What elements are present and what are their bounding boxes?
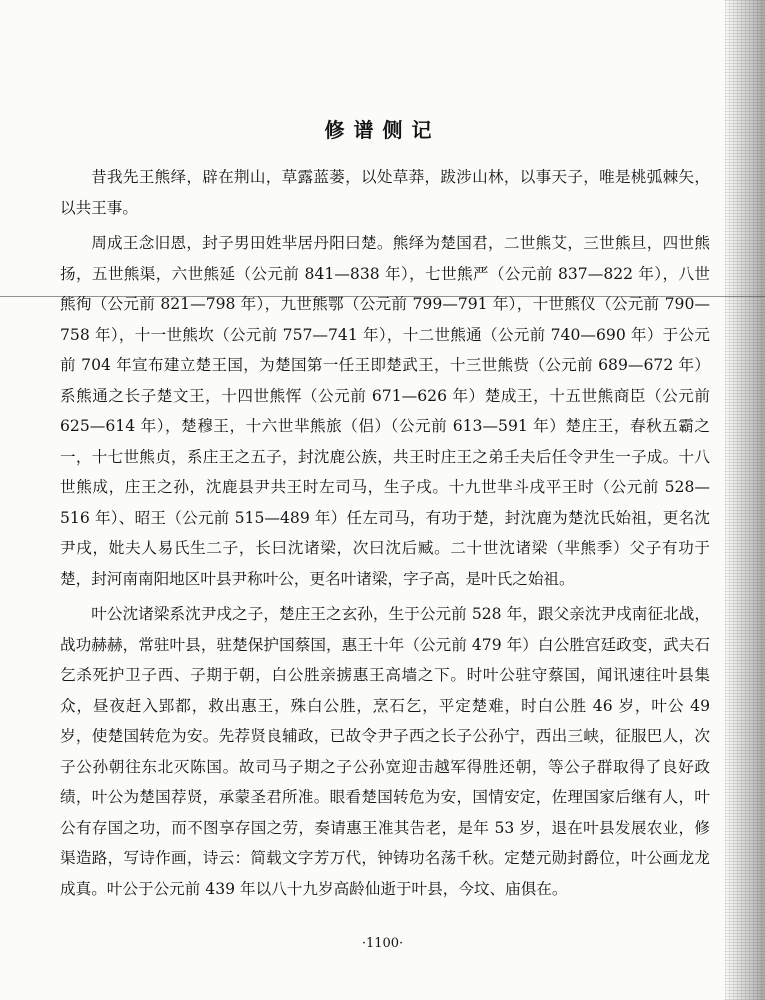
page-number: ·1100· xyxy=(361,936,404,951)
scan-edge-noise xyxy=(725,0,765,1000)
paragraph: 周成王念旧恩，封子男田姓芈居丹阳曰楚。熊绎为楚国君，二世熊艾，三世熊旦，四世熊扬，五世熊渠，六世熊延（公元前 841—838 年），七世熊严（公元前 837—822 年），八世熊徇（公元前 821—798 年），九世熊鄂（公元前 799—791 年），十世熊仪（公元前 790—758 年），十一世熊坎（公元前 757—741 年），十二世熊通（公元前 740—690 年）于公元前 704 年宣布建立楚王国，为楚国第一任王即楚武王，十三世熊赀（公元前 689—672 年）系熊通之长子楚文王，十四世熊恽（公元前 671—626 年）楚成王，十五世熊商臣（公元前 625—614 年），楚穆王，十六世芈熊旅（侣）（公元前 613—591 年）楚庄王，春秋五霸之一，十七世熊贞，系庄王之五子，封沈鹿公族，共王时庄王之弟壬夫后任令尹生一子成。十八世熊成，庄王之孙，沈鹿县尹共王时左司马，生子戌。十九世芈斗戌平王时（公元前 528—516 年）、昭王（公元前 515—489 年）任左司马，有功于楚，封沈鹿为楚沈氏始祖，更名沈尹戌，妣夫人易氏生二子，长曰沈诸梁，次曰沈后臧。二十世沈诸梁（芈熊季）父子有功于楚，封河南南阳地区叶县尹称叶公，更名叶诸梁，字子高，是叶氏之始祖。 xyxy=(60,234,710,588)
paragraph: 昔我先王熊绎，辟在荆山，草露蓝蒌，以处草莽，跋涉山林，以事天子，唯是桃弧棘矢，以共王事。 xyxy=(60,168,710,217)
page-title: 修谱侧记 xyxy=(324,118,441,142)
body-text xyxy=(60,162,710,909)
paragraph: 叶公沈诸梁系沈尹戌之子，楚庄王之玄孙，生于公元前 528 年，跟父亲沈尹戌南征北战，战功赫赫，常驻叶县，驻楚保护国蔡国，惠王十年（公元前 479 年）白公胜宫廷政变，武夫石乞杀死护卫子西、子期于朝，白公胜亲掳惠王高墙之下。时叶公驻守蔡国，闻讯速往叶县集众，昼夜赶入郢都，救出惠王，殊白公胜，烹石乞，平定楚难，时白公胜 46 岁，叶公 49 岁，使楚国转危为安。先荐贤良辅政，已故令尹子西之长子公孙宁，西出三峡，征服巴人，次子公孙朝往东北灭陈国。故司马子期之子公孙宽迎击越军得胜还朝，等公子群取得了良好政绩，叶公为楚国荐贤，承蒙圣君所准。眼看楚国转危为安，国情安定，佐理国家后继有人，叶公有存国之功，而不图享存国之劳，奏请惠王准其告老，是年 53 岁，退在叶县发展农业，修渠造路，写诗作画，诗云：简载文字芳万代，钟铸功名荡千秋。定楚元勋封爵位，叶公画龙龙成真。叶公于公元前 439 年以八十九岁高龄仙逝于叶县，今坟、庙俱在。 xyxy=(60,605,710,898)
